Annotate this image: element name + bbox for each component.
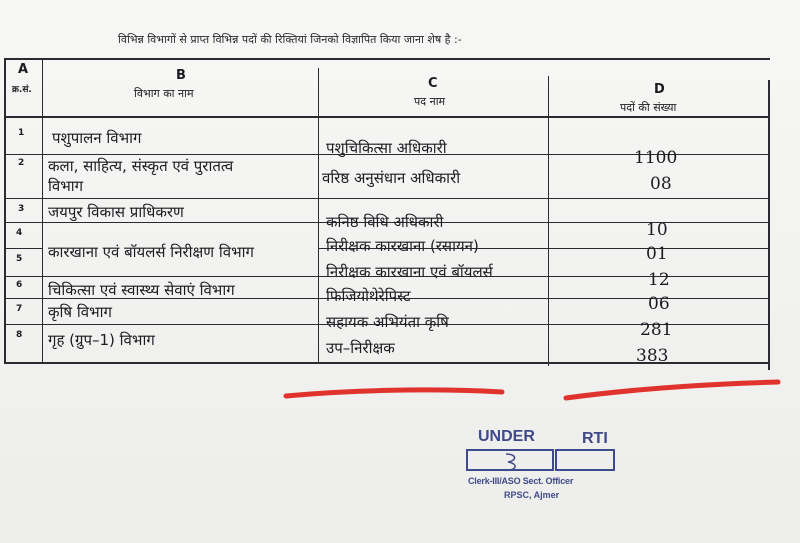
header-post: पद नाम [414, 95, 446, 108]
row-8-department: गृह (ग्रुप–1) विभाग [48, 331, 155, 349]
red-underline-left-stroke [286, 390, 502, 396]
red-underline-left [280, 384, 510, 404]
stamp-box-graphic [466, 448, 618, 474]
row-8-count: 383 [636, 346, 669, 366]
row-4-post: निरीक्षक कारखाना (रसायन) [326, 237, 479, 255]
red-underline-right-stroke [566, 382, 778, 398]
row-4-count: 01 [646, 244, 668, 264]
rti-stamp [462, 426, 622, 508]
row-3-department: जयपुर विकास प्राधिकरण [48, 203, 184, 221]
row-4-serial: 4 [16, 228, 23, 238]
row-8-post: उप–निरीक्षक [326, 339, 395, 357]
stamp-designation: Clerk-III/ASO Sect. Officer [468, 476, 574, 486]
stamp-word-under: UNDER [478, 428, 535, 445]
col-letter-c: C [428, 76, 438, 91]
row-2-department-line2: विभाग [48, 177, 84, 195]
header-department: विभाग का नाम [134, 87, 194, 100]
row-3-serial: 3 [18, 204, 25, 214]
row-1-count: 1100 [634, 148, 678, 168]
col-letter-a: A [18, 62, 29, 77]
row-7-serial: 7 [16, 304, 23, 314]
stamp-word-rti: RTI [582, 430, 608, 447]
row-6-post: फिजियोथेरेपिस्ट [326, 287, 411, 305]
row-1-serial: 1 [18, 128, 25, 138]
row-7-post: सहायक अभियंता कृषि [326, 313, 449, 331]
header-count: पदों की संख्या [620, 101, 677, 114]
row-5-post: निरीक्षक कारखाना एवं बॉयलर्स [326, 263, 493, 281]
stamp-office: RPSC, Ajmer [504, 490, 560, 500]
row-2-count: 08 [650, 174, 672, 194]
row-1-department: पशुपालन विभाग [52, 129, 142, 147]
row-5-count: 12 [648, 270, 670, 290]
row-8-serial: 8 [16, 330, 23, 340]
row-7-count: 281 [640, 320, 673, 340]
row-5-serial: 5 [16, 254, 23, 264]
vacancy-table [4, 58, 770, 370]
row-6-department: चिकित्सा एवं स्वास्थ्य सेवाएं विभाग [48, 281, 235, 299]
row-6-serial: 6 [16, 280, 23, 290]
row-2-serial: 2 [18, 158, 25, 168]
row-4-department: कारखाना एवं बॉयलर्स निरीक्षण विभाग [48, 243, 255, 261]
row-2-department-line1: कला, साहित्य, संस्कृत एवं पुरातत्व [48, 157, 234, 175]
red-underline-right [560, 374, 785, 404]
row-2-post: वरिष्ठ अनुसंधान अधिकारी [322, 169, 461, 187]
header-serial: क्र.सं. [12, 85, 32, 95]
row-6-count: 06 [648, 294, 670, 314]
row-3-post: कनिष्ठ विधि अधिकारी [326, 213, 444, 231]
row-1-post: पशुचिकित्सा अधिकारी [326, 139, 447, 157]
row-3-count: 10 [646, 220, 668, 240]
intro-text: विभिन्न विभागों से प्राप्त विभिन्न पदों की रिक्तियां जिनको विज्ञापित किया जाना शेष है :- [118, 33, 462, 46]
col-letter-b: B [176, 68, 186, 83]
row-7-department: कृषि विभाग [48, 303, 112, 321]
col-letter-d: D [654, 82, 665, 97]
